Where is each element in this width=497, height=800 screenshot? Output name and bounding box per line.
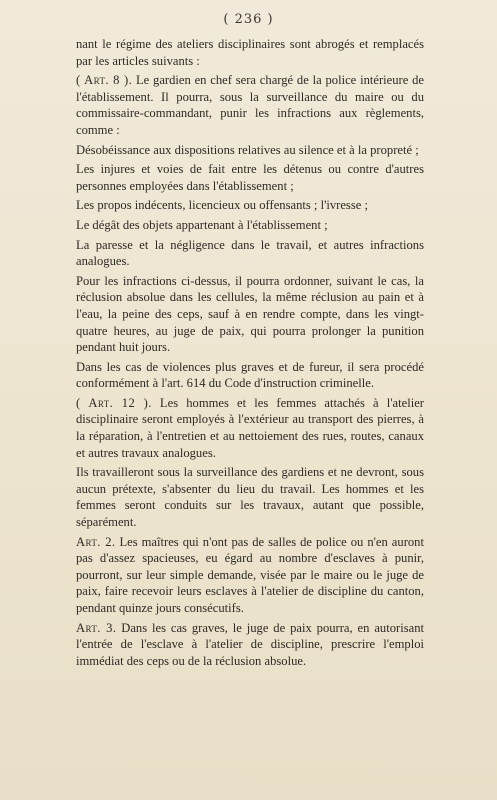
paragraph [76,464,424,530]
paragraph-text: Le dégât des objets appartenant à l'établissement ; [76,217,328,232]
paragraph-text: La paresse et la négligence dans le travail, et autres infractions analogues. [76,237,424,269]
paragraph-text: Les propos indécents, licencieux ou offensants ; l'ivresse ; [76,198,368,213]
paragraph [76,72,424,138]
paragraph-text: Le gardien en chef sera chargé de la police intérieure de l'établissement. Il pourra, sous la surveillance du maire ou du commissaire-commandant, punir les infractions aux règlements, comme : [76,73,425,137]
paragraph [76,620,424,670]
paragraph [76,142,424,159]
paragraph [76,197,424,214]
paragraph [76,161,424,194]
paragraph-text: Dans les cas de violences plus graves et de fureur, il sera procédé conformément à l'art. 614 du Code d'instruction criminelle. [76,359,424,391]
paragraph-text: Pour les infractions ci-dessus, il pourra ordonner, suivant le cas, la réclusion absolue dans les cellules, la même réclusion au pain et à l'eau, la peine des ceps, sauf à en rendre compte, dans les vingt-quatre heures, au juge de paix, qui pourra prolonger la punition pendant huit jours. [76,273,424,355]
article-label: Art. 2. [76,534,116,549]
article-label: ( Art. 12 ). [76,395,152,410]
paragraph [76,36,424,69]
paragraph [76,534,424,617]
paragraph-text: Les injures et voies de fait entre les détenus ou contre d'autres personnes employées dans l'établissement ; [76,162,424,193]
page-body [76,36,424,672]
article-label: Art. 3. [76,620,117,635]
paragraph-text: Les maîtres qui n'ont pas de salles de police ou n'en auront pas d'assez spacieuses, eu égard au nombre d'esclaves à punir, pourront, sur leur simple demande, visée par le maire ou le juge de paix, faire recevoir leurs esclaves à l'atelier de discipline du canton, pendant quinze jours consécutifs. [76,534,424,615]
paragraph [76,359,424,392]
page-number: ( 236 ) [223,12,274,27]
paragraph-text: Ils travailleront sous la surveillance des gardiens et ne devront, sous aucun prétexte, s'absenter du lieu du travail. Les hommes et les femmes seront conduits sur les travaux, autant que possible, séparément. [76,465,424,530]
paragraph [76,217,424,234]
paragraph-text: Les hommes et les femmes attachés à l'atelier disciplinaire seront employés à l'extérieur au transport des pierres, à la réparation, à l'entretien et au nettoiement des rues, routes, canaux et autres travaux analogues. [76,395,424,460]
paragraph [76,273,424,356]
paragraph [76,395,424,461]
paragraph-text: nant le régime des ateliers disciplinaires sont abrogés et remplacés par les articles suivants : [76,37,424,68]
article-label: ( Art. 8 ). [76,73,133,88]
paragraph-text: Désobéissance aux dispositions relatives au silence et à la propreté ; [76,142,419,157]
paragraph [76,237,424,270]
paragraph-text: Dans les cas graves, le juge de paix pourra, en autorisant l'entrée de l'esclave à l'atelier de discipline, prescrire l'emploi immédiat des ceps ou de la réclusion absolue. [76,620,424,668]
